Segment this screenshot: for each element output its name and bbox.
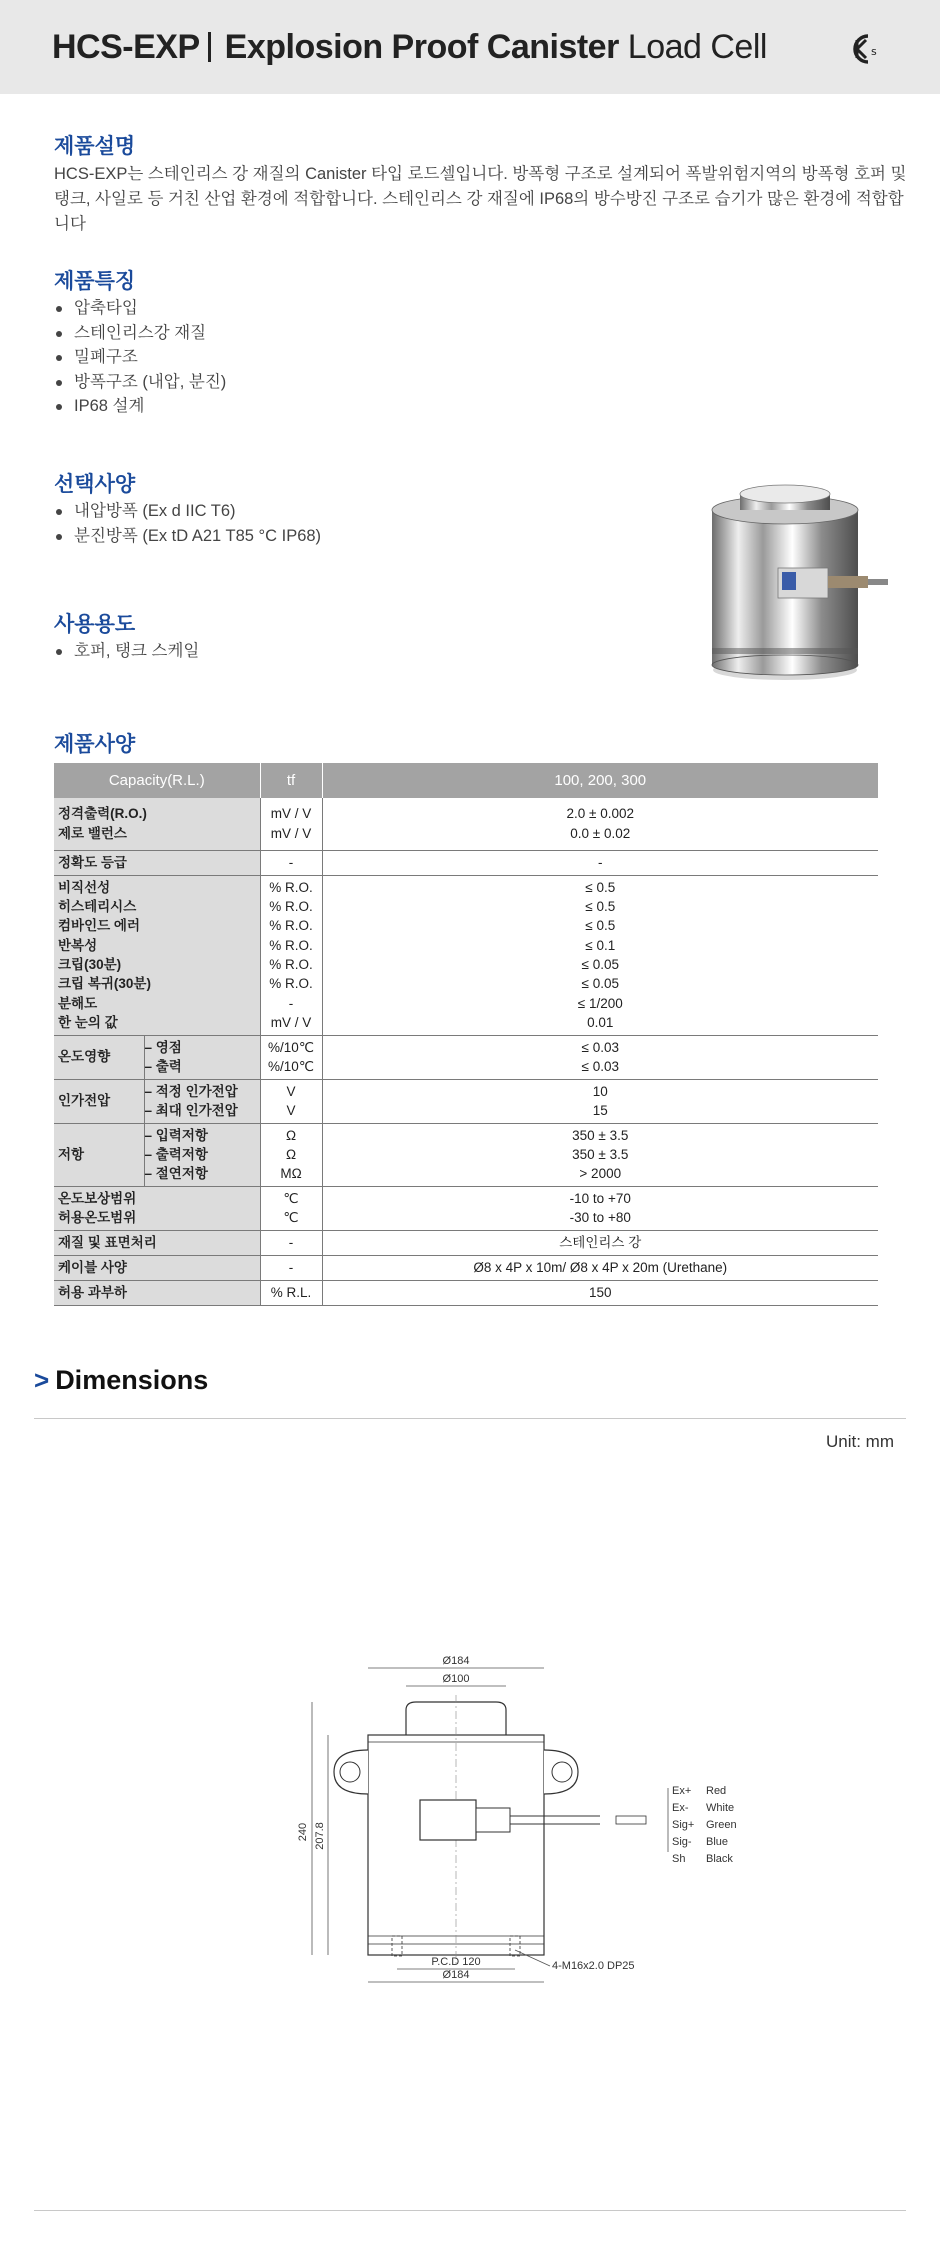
table-row (54, 1035, 878, 1079)
specs-title: 제품사양 (54, 733, 136, 756)
spec-table (54, 763, 878, 1306)
table-row (54, 875, 878, 1035)
dimensions-heading (34, 1365, 208, 1396)
row-unit: mV / V mV / V (260, 798, 322, 850)
row-label: 케이블 사양 (54, 1255, 260, 1280)
list-item: 분진방폭 (Ex tD A21 T85 °C IP68) (54, 524, 321, 549)
list-item: 방폭구조 (내압, 분진) (54, 370, 226, 395)
svg-text:s: s (871, 45, 877, 58)
model-name: HCS-EXP (52, 28, 200, 66)
row-unit: % R.O. % R.O. % R.O. % R.O. % R.O. % R.O. - mV / V (260, 875, 322, 1035)
row-unit: Ω Ω MΩ (260, 1123, 322, 1186)
dim-top-outer: Ø184 (442, 1655, 470, 1667)
row-label: 비직선성 히스테리시스 컴바인드 에러 반복성 크립(30분) 크립 복귀(30분) 분해도 한 눈의 값 (54, 875, 260, 1035)
list-item: 압축타입 (54, 296, 226, 321)
list-item: 호퍼, 탱크 스케일 (54, 639, 199, 664)
cable-end (616, 1816, 646, 1824)
row-value: -10 to +70 -30 to +80 (322, 1186, 878, 1230)
table-row (54, 1123, 878, 1186)
header-value: 100, 200, 300 (322, 763, 878, 798)
dimension-drawing (260, 1640, 760, 1990)
row-unit: ℃ ℃ (260, 1186, 322, 1230)
list-item: IP68 설계 (54, 394, 226, 419)
row-label: 온도영향 (54, 1035, 144, 1079)
wire-color: Black (706, 1853, 733, 1865)
row-unit: - (260, 1255, 322, 1280)
row-label: 정확도 등급 (54, 850, 260, 875)
wire-signal: Ex- (672, 1802, 689, 1814)
table-row (54, 1255, 878, 1280)
table-row (54, 850, 878, 875)
wire-signal: Sh (672, 1853, 686, 1865)
kc-certification-icon (846, 32, 880, 66)
divider (34, 1418, 906, 1419)
row-value: 350 ± 3.5 350 ± 3.5 > 2000 (322, 1123, 878, 1186)
row-unit: - (260, 850, 322, 875)
page-title (52, 28, 767, 67)
title-bold: Explosion Proof Canister (224, 28, 619, 66)
row-value: ≤ 0.5 ≤ 0.5 ≤ 0.5 ≤ 0.1 ≤ 0.05 ≤ 0.05 ≤ 1/200 0.01 (322, 875, 878, 1035)
dim-total-height: 240 (297, 1822, 309, 1842)
table-row (54, 1280, 878, 1305)
header-capacity: Capacity(R.L.) (54, 763, 260, 798)
wire-color: Red (706, 1785, 727, 1797)
dim-pcd: P.C.D 120 (431, 1956, 481, 1968)
row-label: 온도보상범위 허용온도범위 (54, 1186, 260, 1230)
options-title: 선택사양 (54, 473, 136, 496)
wire-signal: Sig+ (672, 1819, 695, 1831)
bottom-divider (34, 2210, 906, 2211)
row-unit: % R.L. (260, 1280, 322, 1305)
list-item: 내압방폭 (Ex d IIC T6) (54, 499, 321, 524)
row-sublabels: – 적정 인가전압 – 최대 인가전압 (144, 1079, 260, 1123)
features-list (54, 296, 226, 419)
wire-signal: Sig- (672, 1836, 692, 1848)
list-item: 밀폐구조 (54, 345, 226, 370)
chevron-right-icon: > (34, 1365, 50, 1395)
row-value: ≤ 0.03 ≤ 0.03 (322, 1035, 878, 1079)
row-value: - (322, 850, 878, 875)
row-label: 허용 과부하 (54, 1280, 260, 1305)
table-row (54, 1230, 878, 1255)
connector-gland (476, 1808, 510, 1832)
applications-title: 사용용도 (54, 613, 136, 636)
dim-top-inner: Ø100 (442, 1673, 470, 1685)
row-unit: - (260, 1230, 322, 1255)
wire-color: Green (706, 1819, 737, 1831)
title-separator (208, 32, 211, 62)
table-row (54, 1186, 878, 1230)
unit-label: Unit: mm (826, 1432, 894, 1451)
features-title: 제품특징 (54, 270, 136, 293)
dimensions-title: Dimensions (55, 1365, 209, 1395)
row-label: 인가전압 (54, 1079, 144, 1123)
description-text: HCS-EXP는 스테인리스 강 재질의 Canister 타입 로드셀입니다. 방폭형 구조로 설계되어 폭발위험지역의 방폭형 호퍼 및 탱크, 사일로 등 거친 산업 환경에 적합합니다. 스테인리스 강 재질에 IP68의 방수방진 구조로 습기가 많은 환경에 적합합니다 (54, 165, 907, 233)
right-ear (544, 1750, 578, 1794)
row-label: 저항 (54, 1123, 144, 1186)
wire-color: White (706, 1802, 735, 1814)
row-sublabels: – 영점 – 출력 (144, 1035, 260, 1079)
connector-box (420, 1800, 476, 1840)
product-image (690, 480, 900, 690)
table-row (54, 798, 878, 850)
row-label: 정격출력(R.O.) 제로 밸런스 (54, 798, 260, 850)
options-list (54, 499, 321, 548)
applications-list (54, 639, 199, 664)
row-value: 스테인리스 강 (322, 1230, 878, 1255)
table-row (54, 1079, 878, 1123)
header-bar (0, 0, 940, 94)
left-ear (334, 1750, 368, 1794)
row-value: Ø8 x 4P x 10m/ Ø8 x 4P x 20m (Urethane) (322, 1255, 878, 1280)
dim-body-height: 207.8 (314, 1822, 326, 1850)
row-value: 150 (322, 1280, 878, 1305)
row-sublabels: – 입력저항 – 출력저항 – 절연저항 (144, 1123, 260, 1186)
row-value: 2.0 ± 0.002 0.0 ± 0.02 (322, 798, 878, 850)
row-unit: %/10℃ %/10℃ (260, 1035, 322, 1079)
title-light: Load Cell (627, 28, 767, 66)
row-unit: V V (260, 1079, 322, 1123)
row-value: 10 15 (322, 1079, 878, 1123)
description-title: 제품설명 (54, 135, 136, 158)
table-header-row (54, 763, 878, 798)
header-unit: tf (260, 763, 322, 798)
wiring-legend (672, 1785, 737, 1865)
thread-label: 4-M16x2.0 DP25 (552, 1960, 635, 1972)
row-label: 재질 및 표면처리 (54, 1230, 260, 1255)
dim-bottom: Ø184 (442, 1969, 470, 1981)
wire-color: Blue (706, 1836, 729, 1848)
list-item: 스테인리스강 재질 (54, 321, 226, 346)
wire-signal: Ex+ (672, 1785, 692, 1797)
